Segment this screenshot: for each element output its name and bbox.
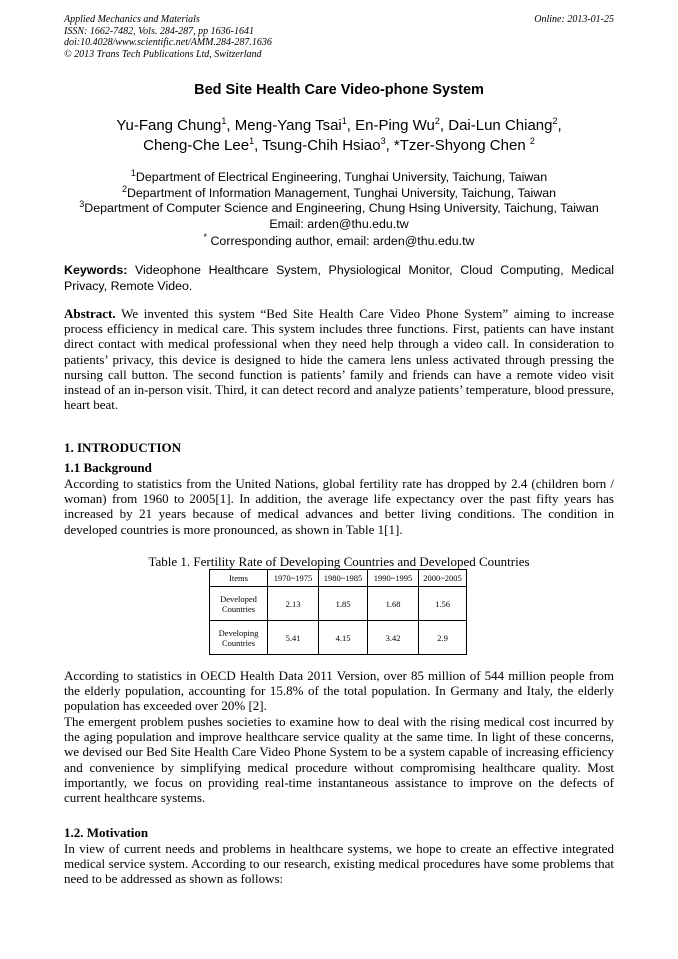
paragraph-background-1: According to statistics from the United Nations, global fertility rate has dropped by 2.4 (children born / woman) from 1960 to 2005[1]. In addition, the average life expectancy over the past fifty years has increased by 21 years because of medical advances and better living conditions. The condition in developed countries is more pronounced, as shown in Table 1[1]. xyxy=(64,476,614,537)
paper-title: Bed Site Health Care Video-phone System xyxy=(194,82,484,98)
table-caption: Table 1. Fertility Rate of Developing Countries and Developed Countries xyxy=(148,554,530,569)
author-name: En-Ping Wu xyxy=(355,117,435,134)
author-name: Cheng-Che Lee xyxy=(143,137,250,154)
subsection-heading-motivation: 1.2. Motivation xyxy=(64,825,149,840)
table-cell: 5.41 xyxy=(268,621,319,655)
table-row xyxy=(210,587,467,621)
paragraph-motivation: In view of current needs and problems in healthcare systems, we hope to create an effective integrated medical service system. According to our research, existing medical procedures have some problems that need to be addressed as shown as follows: xyxy=(64,841,614,887)
author-affiliation-mark: 2 xyxy=(434,116,440,126)
fertility-rate-table xyxy=(209,569,467,655)
author-line-2: Cheng-Che Lee$^1$, Tsung-Chih Hsiao$^3$, *Tzer-Shyong Chen $^2$ xyxy=(143,136,535,154)
journal-issn: ISSN: 1662-7482, Vols. 284-287, pp 1636-1641 xyxy=(64,25,254,37)
table-header-cell: Items xyxy=(210,570,268,587)
corresponding-author: * Corresponding author, email: arden@thu.edu.tw xyxy=(203,231,475,248)
author-affiliation-mark: 3 xyxy=(380,136,386,146)
table-cell: 4.15 xyxy=(319,621,368,655)
table-cell: 2.13 xyxy=(268,587,319,621)
affiliation-3: $^3$Department of Computer Science and Engineering, Chung Hsing University, Taichung, Taiwan xyxy=(79,198,599,215)
journal-name: Applied Mechanics and Materials xyxy=(64,14,200,25)
abstract-label: Abstract. xyxy=(64,306,116,321)
abstract-text: We invented this system “Bed Site Health Care Video Phone System” aiming to increase process efficiency in medical care. This system includes three functions. First, patients can have instant direct contact with medical professional when they need help through a video call. In consideration to patients’ privacy, this device is designed to hide the camera lens unless activated through pressing the nursing call button. The second function is patients’ family and friends can have a remote video visit instead of an in-person visit. Third, it can detect record and analyze patients’ temperature, blood pressure, heart beat. xyxy=(64,306,614,413)
author-name: *Tzer-Shyong Chen xyxy=(393,137,530,154)
paragraph-background-2: According to statistics in OECD Health Data 2011 Version, over 85 million of 544 million people from the elderly population, accounting for 15.8% of the total population. In Germany and Italy, the elderly population has exceeded over 20% [2]. xyxy=(64,668,614,714)
keywords-label: Keywords: xyxy=(64,263,128,277)
abstract xyxy=(64,306,614,412)
table-cell: 3.42 xyxy=(368,621,419,655)
table-header-cell: 1990~1995 xyxy=(368,570,419,587)
author-affiliation-mark: 1 xyxy=(249,136,255,146)
author-affiliation-mark: 1 xyxy=(221,116,227,126)
table-header-row xyxy=(210,570,467,587)
section-heading-introduction: 1. INTRODUCTION xyxy=(64,440,182,455)
keywords-text: Videophone Healthcare System, Physiological Monitor, Cloud Computing, Medical Privacy, Remote Video. xyxy=(64,263,614,293)
author-affiliation-mark: 1 xyxy=(341,116,347,126)
table-header-cell: 1970~1975 xyxy=(268,570,319,587)
table-header-cell: 2000~2005 xyxy=(419,570,467,587)
table-row-label: Developed Countries xyxy=(210,587,268,621)
keywords xyxy=(64,263,614,294)
contact-email: Email: arden@thu.edu.tw xyxy=(269,216,409,231)
table-cell: 1.68 xyxy=(368,587,419,621)
table-row-label: Developing Countries xyxy=(210,621,268,655)
author-line-1: Yu-Fang Chung$^1$, Meng-Yang Tsai$^1$, En-Ping Wu$^2$, Dai-Lun Chiang$^2$, xyxy=(116,116,562,134)
online-date: Online: 2013-01-25 xyxy=(534,14,614,25)
journal-header xyxy=(64,14,614,60)
author-name: Meng-Yang Tsai xyxy=(234,117,342,134)
table-cell: 1.56 xyxy=(419,587,467,621)
author-name: Yu-Fang Chung xyxy=(116,117,222,134)
table-row xyxy=(210,621,467,655)
journal-doi: doi:10.4028/www.scientific.net/AMM.284-287.1636 xyxy=(64,37,272,48)
affiliation-1: $^1$Department of Electrical Engineering, Tunghai University, Taichung, Taiwan xyxy=(130,167,548,184)
table-cell: 2.9 xyxy=(419,621,467,655)
affiliation-2: $^2$Department of Information Management, Tunghai University, Taichung, Taiwan xyxy=(121,183,557,200)
journal-copyright: © 2013 Trans Tech Publications Ltd, Switzerland xyxy=(64,48,262,60)
table-cell: 1.85 xyxy=(319,587,368,621)
subsection-heading-background: 1.1 Background xyxy=(64,460,152,475)
author-list xyxy=(64,116,614,156)
author-name: Dai-Lun Chiang xyxy=(448,117,553,134)
affiliations xyxy=(64,167,614,232)
author-affiliation-mark: 2 xyxy=(552,116,558,126)
table-header-cell: 1980~1985 xyxy=(319,570,368,587)
author-affiliation-mark: 2 xyxy=(529,136,535,146)
paragraph-background-3: The emergent problem pushes societies to examine how to deal with the rising medical cost incurred by the aging population and improve healthcare service quality at the same time. In light of these concerns, we devised our Bed Site Health Care Video Phone System to be a system capable of increasing efficiency and convenience by simplifying medical procedure without compromising healthcare quality. Most importantly, we focus on providing real-time instantaneous assistance to improve on the defects of current healthcare systems. xyxy=(64,714,614,806)
author-name: Tsung-Chih Hsiao xyxy=(262,137,381,154)
